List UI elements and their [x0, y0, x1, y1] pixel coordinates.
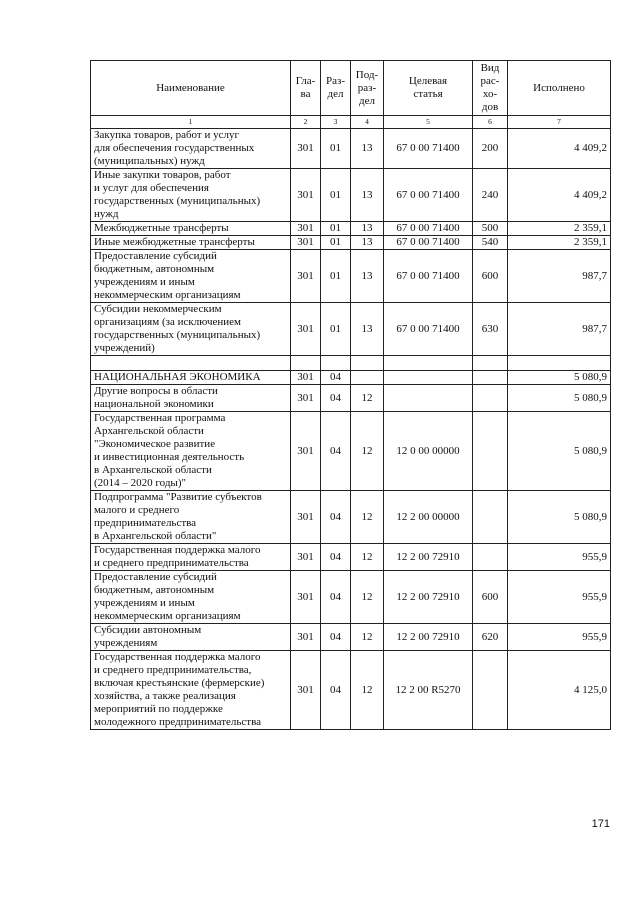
- table-row: [91, 624, 611, 651]
- table-row: [91, 544, 611, 571]
- row-expense-type-cell: [473, 371, 508, 385]
- row-subsection-cell: 12: [351, 624, 384, 651]
- row-target-cell: 67 0 00 71400: [384, 250, 473, 303]
- row-name-cell: НАЦИОНАЛЬНАЯ ЭКОНОМИКА: [91, 371, 291, 385]
- row-target-cell: 67 0 00 71400: [384, 236, 473, 250]
- row-chapter-cell: 301: [291, 250, 321, 303]
- row-expense-type-cell: [473, 491, 508, 544]
- row-section-cell: 04: [321, 624, 351, 651]
- row-name-cell: Предоставление субсидий бюджетным, автономным учреждениям и иным некоммерческим организациям: [91, 250, 291, 303]
- row-amount-cell: 987,7: [508, 250, 611, 303]
- row-name-cell: Межбюджетные трансферты: [91, 222, 291, 236]
- row-chapter-cell: 301: [291, 236, 321, 250]
- column-number: 7: [508, 116, 611, 129]
- row-name-cell: Иные закупки товаров, работ и услуг для обеспечения государственных (муниципальных) нужд: [91, 169, 291, 222]
- row-expense-type-cell: [473, 544, 508, 571]
- row-amount-cell: 2 359,1: [508, 236, 611, 250]
- row-subsection-cell: 13: [351, 236, 384, 250]
- column-number: 1: [91, 116, 291, 129]
- table-row: [91, 356, 611, 371]
- table-row: [91, 303, 611, 356]
- column-number: 6: [473, 116, 508, 129]
- table-row: [91, 412, 611, 491]
- row-section-cell: 04: [321, 571, 351, 624]
- table-row: [91, 385, 611, 412]
- row-chapter-cell: [291, 356, 321, 371]
- row-subsection-cell: 13: [351, 129, 384, 169]
- row-target-cell: 12 2 00 72910: [384, 544, 473, 571]
- row-amount-cell: 955,9: [508, 544, 611, 571]
- row-target-cell: 12 2 00 72910: [384, 571, 473, 624]
- table-row: [91, 129, 611, 169]
- row-section-cell: 04: [321, 412, 351, 491]
- row-chapter-cell: 301: [291, 222, 321, 236]
- row-amount-cell: 5 080,9: [508, 385, 611, 412]
- column-number: 2: [291, 116, 321, 129]
- row-subsection-cell: 13: [351, 250, 384, 303]
- row-section-cell: 01: [321, 303, 351, 356]
- table-row: [91, 250, 611, 303]
- table-row: [91, 222, 611, 236]
- row-target-cell: 67 0 00 71400: [384, 222, 473, 236]
- row-name-cell: Государственная программа Архангельской области "Экономическое развитие и инвестиционная деятельность в Архангельской области (2014 – 2020 годы)": [91, 412, 291, 491]
- row-subsection-cell: 12: [351, 571, 384, 624]
- row-section-cell: 04: [321, 491, 351, 544]
- row-name-cell: Государственная поддержка малого и среднего предпринимательства, включая крестьянские (фермерские) хозяйства, а также реализация мероприятий по поддержке молодежного предпринимательства: [91, 651, 291, 730]
- row-chapter-cell: 301: [291, 571, 321, 624]
- row-target-cell: 12 2 00 72910: [384, 624, 473, 651]
- column-number: 3: [321, 116, 351, 129]
- row-expense-type-cell: 500: [473, 222, 508, 236]
- page-number: 171: [591, 818, 610, 830]
- row-name-cell: Субсидии автономным учреждениям: [91, 624, 291, 651]
- row-subsection-cell: 12: [351, 544, 384, 571]
- row-name-cell: Государственная поддержка малого и среднего предпринимательства: [91, 544, 291, 571]
- row-target-cell: 12 2 00 00000: [384, 491, 473, 544]
- row-name-cell: Другие вопросы в области национальной экономики: [91, 385, 291, 412]
- header-chapter: Гла- ва: [291, 61, 321, 116]
- row-expense-type-cell: 620: [473, 624, 508, 651]
- row-amount-cell: 5 080,9: [508, 412, 611, 491]
- row-section-cell: 01: [321, 222, 351, 236]
- row-amount-cell: 955,9: [508, 571, 611, 624]
- row-section-cell: 04: [321, 651, 351, 730]
- row-section-cell: 04: [321, 385, 351, 412]
- row-name-cell: [91, 356, 291, 371]
- row-target-cell: 67 0 00 71400: [384, 303, 473, 356]
- row-section-cell: 01: [321, 129, 351, 169]
- table-row: [91, 371, 611, 385]
- row-expense-type-cell: [473, 651, 508, 730]
- row-expense-type-cell: 540: [473, 236, 508, 250]
- table-row: [91, 236, 611, 250]
- table-row: [91, 169, 611, 222]
- row-subsection-cell: 12: [351, 412, 384, 491]
- row-target-cell: 67 0 00 71400: [384, 129, 473, 169]
- row-amount-cell: 987,7: [508, 303, 611, 356]
- row-chapter-cell: 301: [291, 385, 321, 412]
- row-amount-cell: 4 125,0: [508, 651, 611, 730]
- row-section-cell: 04: [321, 371, 351, 385]
- row-subsection-cell: 12: [351, 385, 384, 412]
- row-expense-type-cell: 240: [473, 169, 508, 222]
- row-name-cell: Подпрограмма "Развитие субъектов малого и среднего предпринимательства в Архангельской области": [91, 491, 291, 544]
- row-expense-type-cell: 600: [473, 571, 508, 624]
- row-amount-cell: [508, 356, 611, 371]
- row-name-cell: Субсидии некоммерческим организациям (за исключением государственных (муниципальных) учреждений): [91, 303, 291, 356]
- column-number: 5: [384, 116, 473, 129]
- column-number-row: [91, 116, 611, 129]
- row-chapter-cell: 301: [291, 371, 321, 385]
- row-subsection-cell: 12: [351, 651, 384, 730]
- header-subsection: Под- раз- дел: [351, 61, 384, 116]
- row-amount-cell: 955,9: [508, 624, 611, 651]
- row-target-cell: [384, 356, 473, 371]
- column-number: 4: [351, 116, 384, 129]
- table-row: [91, 571, 611, 624]
- header-expense-type: Вид рас- хо- дов: [473, 61, 508, 116]
- row-section-cell: 01: [321, 236, 351, 250]
- row-expense-type-cell: 200: [473, 129, 508, 169]
- row-subsection-cell: 13: [351, 169, 384, 222]
- row-amount-cell: 5 080,9: [508, 491, 611, 544]
- row-section-cell: [321, 356, 351, 371]
- row-chapter-cell: 301: [291, 624, 321, 651]
- row-expense-type-cell: 630: [473, 303, 508, 356]
- row-name-cell: Закупка товаров, работ и услуг для обеспечения государственных (муниципальных) нужд: [91, 129, 291, 169]
- row-chapter-cell: 301: [291, 412, 321, 491]
- row-chapter-cell: 301: [291, 129, 321, 169]
- row-target-cell: 67 0 00 71400: [384, 169, 473, 222]
- row-name-cell: Иные межбюджетные трансферты: [91, 236, 291, 250]
- row-section-cell: 01: [321, 250, 351, 303]
- row-target-cell: [384, 385, 473, 412]
- table-row: [91, 491, 611, 544]
- row-amount-cell: 2 359,1: [508, 222, 611, 236]
- row-expense-type-cell: [473, 356, 508, 371]
- row-name-cell: Предоставление субсидий бюджетным, автономным учреждениям и иным некоммерческим организациям: [91, 571, 291, 624]
- row-chapter-cell: 301: [291, 651, 321, 730]
- row-subsection-cell: [351, 356, 384, 371]
- row-target-cell: [384, 371, 473, 385]
- row-chapter-cell: 301: [291, 169, 321, 222]
- row-subsection-cell: [351, 371, 384, 385]
- header-name: Наименование: [91, 61, 291, 116]
- row-amount-cell: 4 409,2: [508, 129, 611, 169]
- table-row: [91, 651, 611, 730]
- header-row: [91, 61, 611, 116]
- row-target-cell: 12 0 00 00000: [384, 412, 473, 491]
- row-subsection-cell: 13: [351, 303, 384, 356]
- row-expense-type-cell: [473, 385, 508, 412]
- row-subsection-cell: 12: [351, 491, 384, 544]
- row-chapter-cell: 301: [291, 303, 321, 356]
- header-section: Раз- дел: [321, 61, 351, 116]
- row-expense-type-cell: 600: [473, 250, 508, 303]
- row-amount-cell: 5 080,9: [508, 371, 611, 385]
- row-subsection-cell: 13: [351, 222, 384, 236]
- row-amount-cell: 4 409,2: [508, 169, 611, 222]
- header-target: Целевая статья: [384, 61, 473, 116]
- row-section-cell: 04: [321, 544, 351, 571]
- table-body: [91, 129, 611, 730]
- row-expense-type-cell: [473, 412, 508, 491]
- budget-table: [90, 60, 611, 730]
- row-chapter-cell: 301: [291, 491, 321, 544]
- header-executed: Исполнено: [508, 61, 611, 116]
- row-target-cell: 12 2 00 R5270: [384, 651, 473, 730]
- row-chapter-cell: 301: [291, 544, 321, 571]
- row-section-cell: 01: [321, 169, 351, 222]
